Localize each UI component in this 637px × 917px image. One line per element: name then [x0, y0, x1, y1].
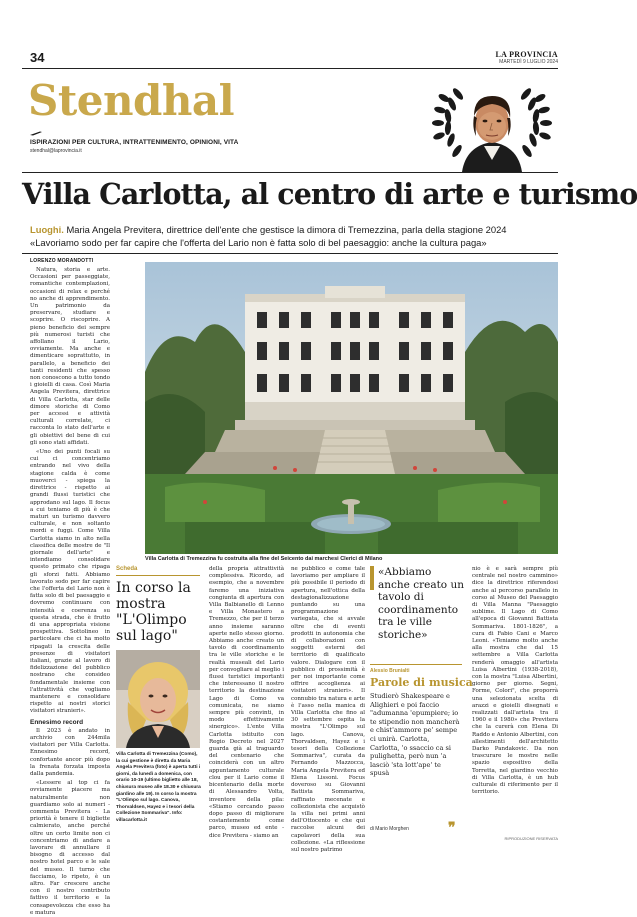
paragraph: «Uno dei punti focali su cui ci concentriamo entrando nel vivo della stagione calda è come muoverci - spiega la direttrice - rispetto ai grandi flussi turistici che approdano sul lago. Il focus a cui teniamo di più è che maturi un turismo davvero culturale, e non soltanto mordi e fuggi. Come Villa Carlotta siamo in alto nella classifica delle mostre de "Il giornale dell'arte" e intendiamo consolidare questo primato che ripaga gli sforzi fatti. Abbiamo lavorato sodo per far capire che l'offerta del Lario non è fatta solo di bel paesaggio e dovremo continuare con intensità e coerenza su questa strada, che è frutto di una appropriata visione prospettiva. Sottolineo in particolare che ci ha molto ripagati la crescita delle presenze di visitatori italiani, grazie al lavoro di fidelizzazione del pubblico nostrano che consideo fondamentale insieme con l'attrattività che vogliamo mantenere e consolidare rispetto ai nostri storici visitatori stranieri». — [30, 449, 110, 715]
music-lyrics: Studierò Shakespeare e Alighieri e poi faccio "adumanna 'epumpiere; io te stipendio non mancherà e chist'ammore pe' sempe ci unirà. Carlotta, Carlotta, 'o ssaccio ca si pulighetta, però nun 'a lasciò 'sta lott'ape' te spusà — [370, 692, 460, 778]
quote-marks-icon: ❞ — [448, 820, 456, 836]
pull-quote: «Abbiamo anche creato un tavolo di coordinamento tra le ville storiche» — [378, 566, 464, 641]
music-author: di Mario Morghen — [370, 826, 409, 832]
header-divider-bottom — [22, 172, 558, 173]
quill-icon — [30, 131, 42, 136]
kicker-line-1: Maria Angela Previtera, direttrice dell'ente che gestisce la dimora di Tremezzina, parla della stagione 2024 — [63, 224, 507, 235]
paragraph: Il 2023 è andato in archivio con 244mila visitatori per Villa Carlotta. Ennesimo record, confortante ancor più dopo la frenata forzata imposta dalla pandemia. — [30, 727, 110, 778]
subhead-record: Ennesimo record — [30, 718, 84, 726]
music-byline: Alessio Brunialti — [370, 668, 410, 674]
kicker-lead: Luoghi. — [30, 224, 64, 235]
article-byline: LORENZO MORANDOTTI — [30, 258, 94, 264]
quote-accent-bar — [370, 566, 374, 590]
article-column-1 — [30, 258, 110, 916]
kicker-divider — [22, 253, 558, 254]
info-box-divider — [116, 575, 200, 576]
article-headline: Villa Carlotta, al centro di arte e turismo — [22, 177, 637, 211]
section-title: Stendhal — [28, 76, 235, 125]
column-1-text — [30, 267, 110, 916]
music-title: Parole di musica — [370, 676, 473, 689]
paragraph: Natura, storia e arte. Occasioni per passeggiate, romantiche contemplazioni, occasioni di relax e perché no anche di apprendimento. Un patrimonio da preservare, studiare e scoprire. O riscoprire. A pieno beneficio dei sempre più numerosi turisti che affollano il Lario, ovviamente. Ma anche e dimenticare soprattutto, in parallelo, a beneficio dei tanti residenti che spesso non conoscono a tutto tondo i gioielli di casa. Così Maria Angela Previtera, direttrice di Villa Carlotta, star delle dimore storiche di Como per accessi e attività culturali correlate, ci racconta lo stato dell'arte e gli obiettivi del bene di cui gli sono stati affidati. — [30, 267, 110, 446]
photo-caption: Villa Carlotta di Tremezzina fu costruita alla fine del Seicento dai marchesi Clerici di Milano — [145, 556, 383, 562]
info-box-text: Villa Carlotta di Tremezzina (Como), la cui gestione è diretta da Maria Angela Previtera (foto) è aperta tutti i giorni, da lunedì a domenica, con orario 10-19 (ultimo biglietto alle 18, chiusura museo alle 18.30 e chiusura giardino alle 19). In corso la mostra "L'Olimpo sul lago. Canova, Thorvaldsen, Hayez e i tesori della Collezione Sommariva". Info: villacarlotta.it — [116, 752, 201, 823]
article-kicker — [30, 223, 560, 249]
newspaper-name: LA PROVINCIA — [495, 50, 558, 59]
article-column-5: nio è e sarà sempre più centrale nel nostro cammino» dice la direttrice riferendosi anche al percorso parallelo in corso al Museo del Paesaggio di Villa Manna "Paesaggio sublime. Il Lago di Como all'epoca di Giovanni Battista Sommariva. 1801-1826", a cura di Fabio Cani e Marco Leoni. «Teniamo molto anche alla mostra che dal 15 settembre a Villa Carlotta renderà omaggio all'artista Luisa Albertini (1938-2018), con la mostra "Luisa Albertini, giorno per giorno. Segni, Forme, Colori", che proporrà una selezionata scelta di arazzi e gioielli disegnati e realizzati dall'artista tra il 1960 e il 1980» che Previtera che la curerà con Elena Di Raddo e Antonio Albertini, con allestimenti dell'architetto Darko Pandakovic. Da non trascurare le mostre nelle spazio espositivo della Torretta, nel giardino vecchio di Villa Carlotta, è un hub culturale di riferimento per il territorio. — [472, 566, 558, 796]
article-column-3: della propria attrattività complessiva. Ricordo, ad esempio, che a novembre faremo una iniziativa congiunta di apertura con Villa Balbianello di Lenno e Villa Monastero a Tremezzo, che per il terzo anno insieme saranno aperte nello stesso giorno. Abbiamo anche creato un tavolo di coordinamento tra le ville storiche e le realtà museali del Lario per convogliare al meglio i flussi turistici importanti che interessano il nostro territorio la destinazione Lago di Como va comunicata, ne siamo sempre più convinti, in modo effettivamente sinergico». L'ente Villa Carlotta istituito con Regio Decreto nel 2027 guarda già al traguardo del centenario che coinciderà con un altro appuntamento culturale clou per il Lario come il bicentenario della morte di Alessandro Volta, inventore della pila: «Stiamo cercando passo dopo passo di migliorare costantemente come parco, museo ed ente - dice Previtera - siamo an — [209, 566, 284, 839]
section-tagline: ISPIRAZIONI PER CULTURA, INTRATTENIMENTO, OPINIONI, VITA — [30, 139, 239, 146]
page-number: 34 — [30, 50, 45, 65]
issue-date: MARTEDÌ 9 LUGLIO 2024 — [499, 59, 558, 65]
article-column-4: ne pubblico e come tale lavoriamo per ampliare il più possibile il periodo di apertura, nell'ottica della destagionalizzazione puntando su una programmazione variegata, che si avvale oltre che di eventi prodotti in autonomia che di collaborazioni con soggetti esterni del territorio di qualificato valore. Dialogare con il pubblico di prossimità è per noi importante come offrire accoglienza ai visitatori stranieri». Il connubio tra natura e arte è l'asso nella manica di Villa Carlotta che fino al 30 settembre ospita la mostra "L'Olimpo sul lago. Canova, Thorvaldsen, Hayez e i tesori della Collezione Sommariva", curata da Fernando Mazzocca, Maria Angela Previtera ed Elena Lissoni. Focus doveroso su Giovanni Battista Sommariva, raffinato mecenate e collezionista che acquistò la villa nei primi anni dell'Ottocento e che qui raccolse alcuni dei capolavori della sua collezione. «La riflessione sul nostro patrimo — [291, 566, 365, 853]
info-box-label: Scheda — [116, 566, 138, 572]
header-divider — [22, 68, 558, 69]
footer-credit: RIPRODUZIONE RISERVATA — [504, 836, 558, 841]
stendhal-portrait-image — [428, 76, 556, 172]
info-box-title: In corso la mostra "L'Olimpo sul lago" — [116, 580, 191, 644]
kicker-line-2: «Lavoriamo sodo per far capire che l'offerta del Lario non è fatta solo di bel paesaggio: anche la cultura paga» — [30, 237, 487, 248]
section-email: stendhal@laprovincia.it — [30, 148, 82, 154]
villa-carlotta-photo — [145, 262, 558, 554]
paragraph: «Lessere al top ci fa ovviamente piacere ma naturalmente non guardiamo solo ai numeri - commenta Previtera - La priorità è tenere il bigliette calmierato, anche perché oltre un certo limite non ci concentriamo di andare a lavorare di annullare il bisogno di accesso dal nostro hotel parco e le sale del museo. Il turno che facciamo, lo ripeto, è un altro. Far crescere anche con il nostro contributo fattivo il territorio e la consapevolezza che esso ha e matura — [30, 780, 110, 916]
music-divider — [370, 664, 462, 665]
director-portrait-photo — [116, 650, 200, 748]
